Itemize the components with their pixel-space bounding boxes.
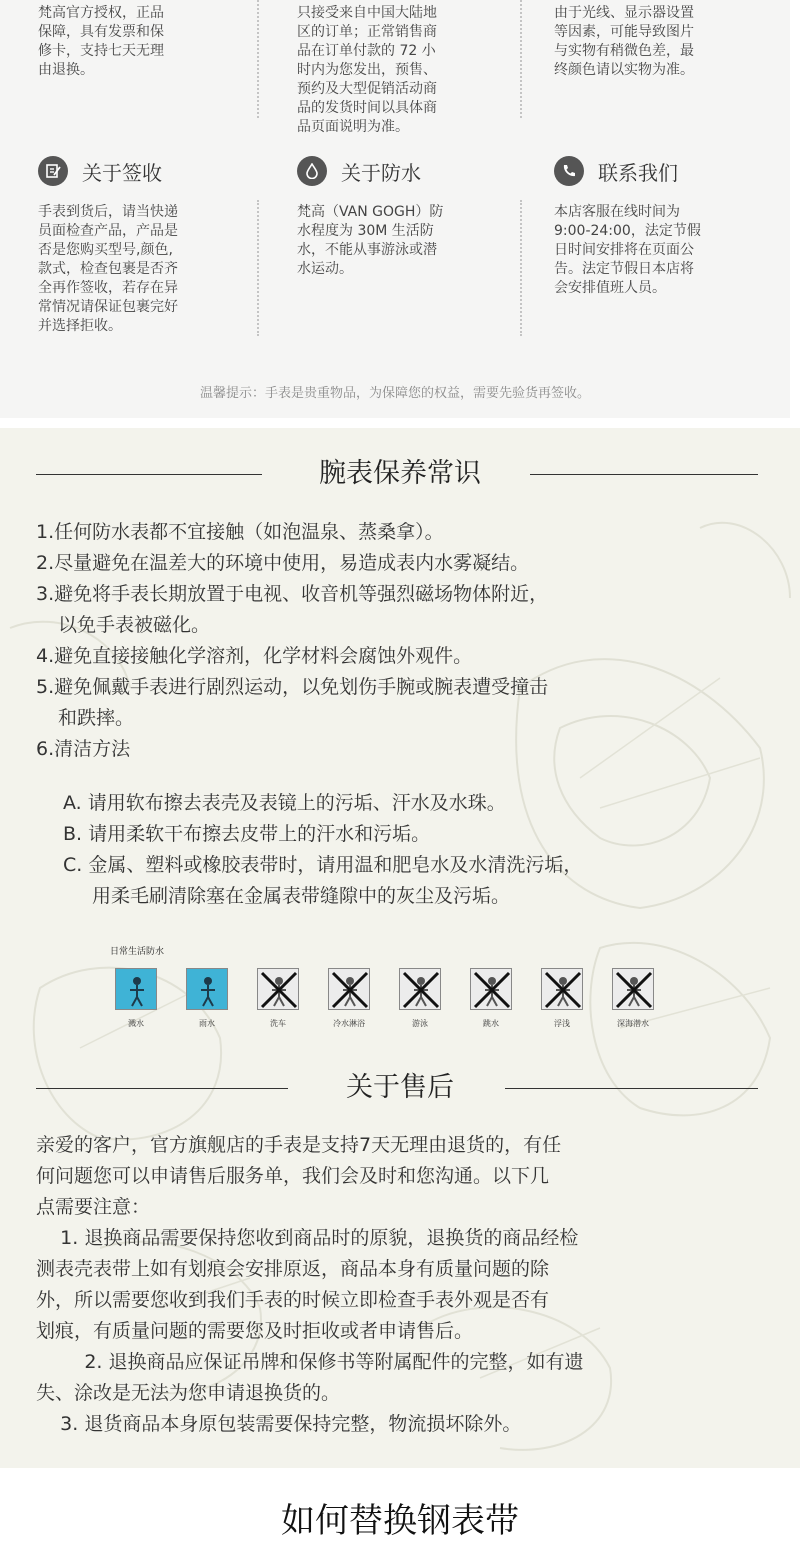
waterproof-forbidden-icon: [328, 968, 370, 1010]
text-line: 告。法定节假日本店将: [554, 261, 694, 277]
cleaning-item: 用柔毛刷清除塞在金属表带缝隙中的灰尘及污垢。: [92, 885, 511, 907]
cleaning-item: B. 请用柔软干布擦去皮带上的汗水和污垢。: [63, 823, 431, 845]
text-line: 等因素，可能导致图片: [554, 24, 694, 40]
aftersale-line: 1. 退换商品需要保持您收到商品时的原貌，退换货的商品经检: [36, 1227, 579, 1249]
text-line: 9:00-24:00，法定节假: [554, 223, 701, 239]
waterproof-caption: 跳水: [483, 1019, 499, 1028]
shipping-text: [297, 4, 497, 137]
text-line: 区的订单；正常销售商: [297, 24, 437, 40]
care-title-text: 腕表保养常识: [319, 458, 481, 489]
text-line: 品在订单付款的 72 小: [297, 43, 436, 59]
care-list: [36, 517, 548, 765]
text-line: 并选择拒收。: [38, 318, 122, 334]
sign-text: [38, 203, 238, 336]
divider: [257, 200, 259, 336]
waterproof-item: [390, 968, 450, 1029]
aftersale-line: 何问题您可以申请售后服务单，我们会及时和您沟通。以下几: [36, 1165, 550, 1187]
waterproof-caption: 冷水淋浴: [333, 1019, 365, 1028]
text-line: 否是您购买型号,颜色,: [38, 242, 173, 258]
waterproof-caption: 洗车: [270, 1019, 286, 1028]
info-panel: [0, 0, 790, 418]
text-line: 全再作签收，若存在异: [38, 280, 178, 296]
contact-heading: [554, 156, 678, 186]
edit-icon: [38, 156, 68, 186]
care-title: [0, 454, 800, 494]
text-line: 保障，具有发票和保: [38, 24, 164, 40]
color-note-text: [554, 4, 754, 80]
replace-strap-title: 如何替换钢表带: [281, 1501, 519, 1541]
aftersale-line: 外，所以需要您收到我们手表的时候立即检查手表外观是否有: [36, 1289, 550, 1311]
aftersale-line: 测表壳表带上如有划痕会安排原返，商品本身有质量问题的除: [36, 1258, 550, 1280]
sign-title: 关于签收: [82, 160, 162, 185]
cleaning-list: [63, 788, 582, 912]
text-line: 本店客服在线时间为: [554, 204, 680, 220]
waterproof-forbidden-icon: [257, 968, 299, 1010]
waterproof-item: [248, 968, 308, 1029]
text-line: 水程度为 30M 生活防: [297, 223, 434, 239]
phone-icon: [554, 156, 584, 186]
cleaning-item: C. 金属、塑料或橡胶表带时，请用温和肥皂水及水清洗污垢，: [63, 854, 583, 876]
waterproof-caption: 深海潜水: [617, 1019, 649, 1028]
aftersale-line: 失、涂改是无法为您申请退换货的。: [36, 1382, 341, 1404]
care-item: 6.清洁方法: [36, 738, 131, 760]
waterproof-forbidden-icon: [399, 968, 441, 1010]
aftersale-line: 亲爱的客户，官方旗舰店的手表是支持7天无理由退货的，有任: [36, 1134, 562, 1156]
title-rule-right: [505, 1088, 758, 1089]
text-line: 预约及大型促销活动商: [297, 81, 437, 97]
waterproof-item: [603, 968, 663, 1029]
text-line: 员面检查产品，产品是: [38, 223, 178, 239]
sign-heading: [38, 156, 162, 186]
contact-title: 联系我们: [598, 160, 678, 185]
text-line: 由退换。: [38, 62, 94, 78]
waterproof-caption: 游泳: [412, 1019, 428, 1028]
waterproof-allowed-icon: [115, 968, 157, 1010]
contact-text: [554, 203, 754, 298]
aftersale-line: 3. 退货商品本身原包装需要保持完整，物流损坏除外。: [36, 1413, 522, 1435]
care-item: 3.避免将手表长期放置于电视、收音机等强烈磁场物体附近，: [36, 583, 549, 605]
title-rule-right: [530, 474, 758, 475]
care-item: 4.避免直接接触化学溶剂，化学材料会腐蚀外观件。: [36, 645, 473, 667]
text-line: 品的发货时间以具体商: [297, 100, 437, 116]
text-line: 款式，检查包裹是否齐: [38, 261, 178, 277]
waterproof-caption: 浮浅: [554, 1019, 570, 1028]
waterproof-item: [319, 968, 379, 1029]
text-line: 水，不能从事游泳或潜: [297, 242, 437, 258]
aftersale-line: 点需要注意：: [36, 1196, 151, 1218]
text-line: 时内为您发出，预售、: [297, 62, 437, 78]
care-section: [0, 428, 800, 1468]
divider: [520, 200, 522, 336]
waterproof-caption: 雨水: [199, 1019, 215, 1028]
waterproof-allowed-icon: [186, 968, 228, 1010]
text-line: 日时间安排将在页面公: [554, 242, 694, 258]
water-text: [297, 203, 497, 279]
aftersale-line: 2. 退换商品应保证吊牌和保修书等附属配件的完整，如有遗: [36, 1351, 584, 1373]
waterproof-item: [106, 968, 166, 1029]
text-line: 与实物有稍微色差，最: [554, 43, 694, 59]
text-line: 终颜色请以实物为准。: [554, 62, 694, 78]
cleaning-item: A. 请用软布擦去表壳及表镜上的污垢、汗水及水珠。: [63, 792, 506, 814]
reminder-text: 温馨提示：手表是贵重物品，为保障您的权益，需要先验货再签收。: [199, 386, 590, 401]
water-title: 关于防水: [341, 160, 421, 185]
text-line: 水运动。: [297, 261, 353, 277]
waterproof-item: [177, 968, 237, 1029]
divider: [520, 0, 522, 118]
waterproof-forbidden-icon: [612, 968, 654, 1010]
waterproof-item: [461, 968, 521, 1029]
care-item: 以免手表被磁化。: [58, 614, 211, 636]
text-line: 修卡，支持七天无理: [38, 43, 164, 59]
care-item: 5.避免佩戴手表进行剧烈运动，以免划伤手腕或腕表遭受撞击: [36, 676, 549, 698]
text-line: 常情况请保证包裹完好: [38, 299, 178, 315]
aftersale-text: [36, 1130, 766, 1440]
text-line: 品页面说明为准。: [297, 119, 409, 135]
divider: [257, 0, 259, 118]
text-line: 梵高（VAN GOGH）防: [297, 204, 444, 220]
text-line: 只接受来自中国大陆地: [297, 5, 437, 21]
water-heading: [297, 156, 421, 186]
authorization-text: [38, 4, 238, 80]
text-line: 梵高官方授权，正品: [38, 5, 164, 21]
waterproof-item: [532, 968, 592, 1029]
waterproof-forbidden-icon: [470, 968, 512, 1010]
waterproof-caption: 溅水: [128, 1019, 144, 1028]
aftersale-title-text: 关于售后: [346, 1072, 454, 1103]
care-item: 和跌摔。: [58, 707, 135, 729]
text-line: 由于光线、显示器设置: [554, 5, 694, 21]
text-line: 会安排值班人员。: [554, 280, 666, 296]
care-item: 1.任何防水表都不宜接触（如泡温泉、蒸桑拿）。: [36, 521, 444, 543]
water-drop-icon: [297, 156, 327, 186]
waterproof-label: 日常生活防水: [110, 947, 165, 957]
care-item: 2.尽量避免在温差大的环境中使用，易造成表内水雾凝结。: [36, 552, 530, 574]
aftersale-line: 划痕，有质量问题的需要您及时拒收或者申请售后。: [36, 1320, 474, 1342]
aftersale-title: [0, 1068, 800, 1108]
waterproof-forbidden-icon: [541, 968, 583, 1010]
text-line: 手表到货后，请当快递: [38, 204, 178, 220]
